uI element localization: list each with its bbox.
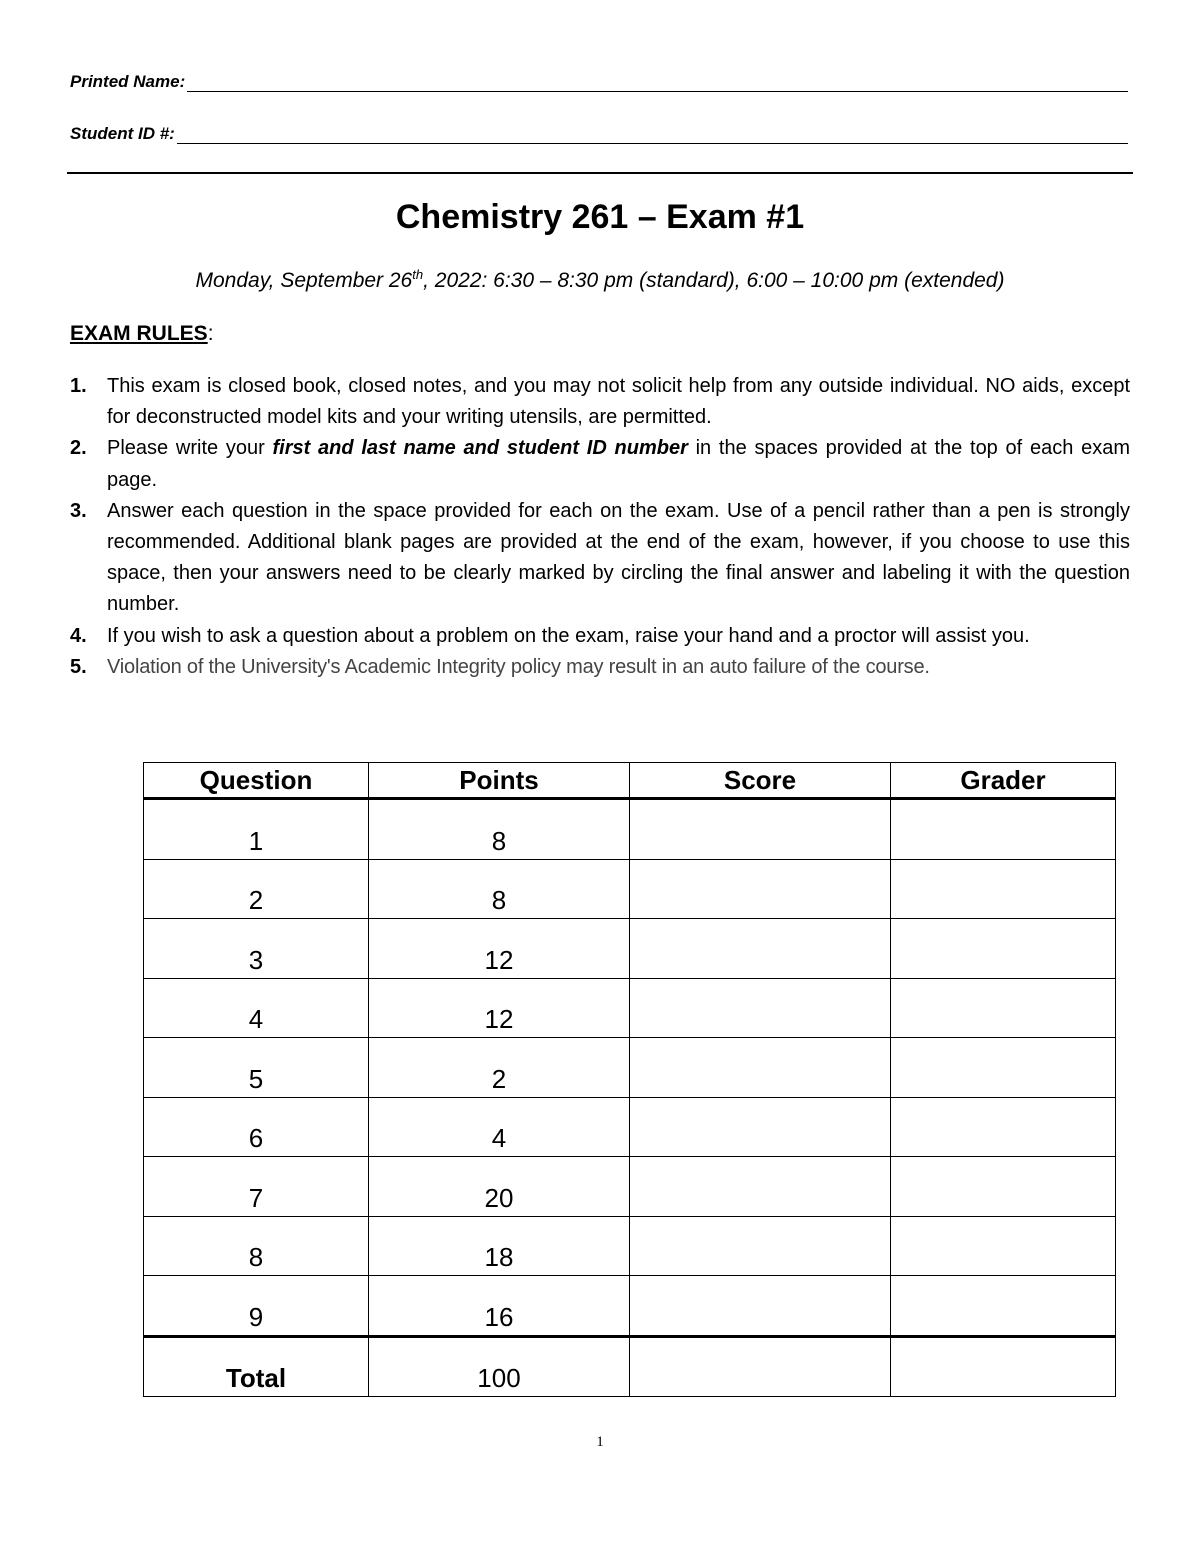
printed-name-field[interactable] [70,72,1128,92]
rule-number: 2. [70,437,87,460]
exam-title: Chemistry 261 – Exam #1 [395,198,805,236]
rule-text: Answer each question in the space provided for each on the exam. Use of a pencil rather than a pen is strongly recommended. Additional blank pages are provided at the end of the exam, however, if you choose to use this space, then your answers need to be clearly marked by circling the final answer and labeling it with the question number. [107,499,1130,616]
question-cell: 6 [144,1097,369,1157]
score-table [143,762,1116,1397]
table-row [144,1097,1116,1157]
score-table-header [144,763,1116,799]
score-cell[interactable] [630,1216,891,1276]
header-score: Score [630,763,891,799]
points-cell: 2 [369,1038,630,1098]
table-row [144,859,1116,919]
grader-cell[interactable] [891,919,1116,979]
student-id-label: Student ID #: [70,124,175,143]
page-number: 1 [596,1434,604,1450]
rule-text-emphasis: first and last name and student ID number [272,437,688,460]
points-cell: 12 [369,978,630,1038]
rule-number: 3. [70,499,87,522]
total-points: 100 [369,1336,630,1397]
score-cell[interactable] [630,1038,891,1098]
question-cell: 5 [144,1038,369,1098]
header-grader: Grader [891,763,1116,799]
table-row [144,1276,1116,1337]
rules-heading [70,322,214,346]
grader-cell[interactable] [891,1276,1116,1337]
grader-cell[interactable] [891,1097,1116,1157]
exam-times: , 2022: 6:30 – 8:30 pm (standard), 6:00 – 10:00 pm (extended) [423,269,1005,292]
table-row [144,919,1116,979]
header-question: Question [144,763,369,799]
score-cell[interactable] [630,859,891,919]
printed-name-label: Printed Name: [70,72,186,91]
header-divider [67,172,1133,174]
printed-name-line[interactable] [187,75,1128,92]
question-cell: 2 [144,859,369,919]
score-cell[interactable] [630,919,891,979]
rule-item [70,433,1130,495]
rule-text-post: in the spaces provided at the top of each exam page. [107,437,1130,491]
rule-text: If you wish to ask a question about a problem on the exam, raise your hand and a proctor will assist you. [107,624,1030,647]
question-cell: 3 [144,919,369,979]
score-cell[interactable] [630,1276,891,1337]
question-cell: 7 [144,1157,369,1217]
points-cell: 4 [369,1097,630,1157]
question-cell: 9 [144,1276,369,1337]
rules-heading-colon: : [207,322,214,345]
rule-item [70,652,1130,683]
score-cell[interactable] [630,1097,891,1157]
score-cell[interactable] [630,799,891,860]
total-score-cell[interactable] [630,1336,891,1397]
points-cell: 8 [369,799,630,860]
rules-list [70,371,1130,683]
score-cell[interactable] [630,978,891,1038]
rule-item [70,371,1130,433]
rule-number: 1. [70,375,87,397]
question-cell: 1 [144,799,369,860]
total-row [144,1336,1116,1397]
points-cell: 12 [369,919,630,979]
grader-cell[interactable] [891,1157,1116,1217]
table-row [144,1157,1116,1217]
exam-day: Monday, September 26 [195,269,413,292]
grader-cell[interactable] [891,978,1116,1038]
points-cell: 20 [369,1157,630,1217]
table-row [144,799,1116,860]
table-row [144,1038,1116,1098]
score-cell[interactable] [630,1157,891,1217]
rule-item [70,496,1130,621]
grader-cell[interactable] [891,1216,1116,1276]
rule-text [107,433,1130,495]
grader-cell[interactable] [891,799,1116,860]
exam-day-suffix: th [412,267,424,282]
points-cell: 18 [369,1216,630,1276]
table-row [144,978,1116,1038]
question-cell: 8 [144,1216,369,1276]
question-cell: 4 [144,978,369,1038]
points-cell: 8 [369,859,630,919]
rule-text-pre: Please write your [107,437,273,460]
grader-cell[interactable] [891,1038,1116,1098]
rule-number: 4. [70,624,87,647]
rule-text: Violation of the University's Academic Integrity policy may result in an auto failure of the course. [107,655,930,678]
student-id-field[interactable] [70,124,1128,144]
rule-text: This exam is closed book, closed notes, and you may not solicit help from any outside individual. NO aids, except for deconstructed model kits and your writing utensils, are permitted. [107,375,1130,429]
points-cell: 16 [369,1276,630,1337]
grader-cell[interactable] [891,859,1116,919]
rule-number: 5. [70,655,87,678]
rule-item [70,621,1130,652]
table-row [144,1216,1116,1276]
total-grader-cell[interactable] [891,1336,1116,1397]
exam-date-time [0,267,1200,293]
total-label: Total [144,1336,369,1397]
rules-heading-text: EXAM RULES [70,322,208,345]
student-id-line[interactable] [177,127,1128,144]
header-points: Points [369,763,630,799]
